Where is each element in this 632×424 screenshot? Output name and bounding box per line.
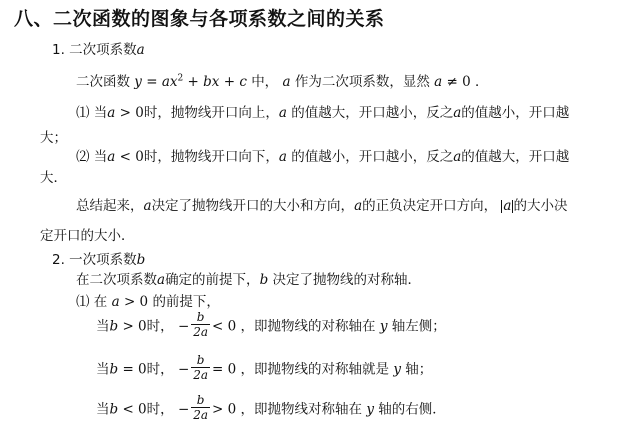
s1-summary-cont: 定开口的大小．: [40, 228, 135, 244]
axis-fraction: $\frac{b}{2a}$: [193, 393, 209, 422]
s2-heading-var: b: [136, 252, 146, 268]
section-title: 八、二次函数的图象与各项系数之间的关系: [14, 8, 385, 30]
axis-fraction: $\frac{b}{2a}$: [193, 310, 209, 339]
s2-intro: 在二次项系数a确定的前提下，b 决定了抛物线的对称轴．: [76, 272, 422, 288]
s2-rule2: 当b = 0时， − $\frac{b}{2a}$ = 0 ，即抛物线的对称轴就是 y 轴；: [96, 353, 433, 382]
s1-point1: ⑴ 当a > 0时，抛物线开口向上，a 的值越大，开口越小，反之a的值越小，开口越: [76, 105, 570, 121]
s1-point2-cont: 大．: [40, 170, 67, 186]
s2-rule1: 当b > 0时， − $\frac{b}{2a}$ < 0 ，即抛物线的对称轴在 y 轴左侧；: [96, 310, 446, 339]
quadratic-formula: y: [134, 74, 142, 90]
s1-point2: ⑵ 当a < 0时，抛物线开口向下，a 的值越小，开口越小，反之a的值越大，开口越: [76, 149, 570, 165]
axis-fraction: $\frac{b}{2a}$: [193, 353, 209, 382]
s1-heading-var: a: [136, 42, 145, 58]
s2-heading-label: 2. 一次项系数: [52, 252, 137, 268]
s2-sub1: ⑴ 在 a > 0 的前提下，: [76, 294, 220, 310]
s2-heading: [52, 248, 145, 268]
s1-intro: 二次函数 $y = ax^2$ + bx + c 中， a 作为二次项系数，显然 a ≠ 0 ．: [76, 73, 489, 90]
s1-heading: [52, 38, 145, 58]
s1-summary: 总结起来，a决定了抛物线开口的大小和方向，a的正负决定开口方向， a 的大小决: [76, 198, 568, 214]
s2-rule3: 当b < 0时， − $\frac{b}{2a}$ > 0 ，即抛物线对称轴在 y 轴的右侧．: [96, 393, 446, 422]
s1-point1-cont: 大；: [40, 130, 67, 146]
s1-heading-label: 1. 二次项系数: [52, 42, 137, 58]
